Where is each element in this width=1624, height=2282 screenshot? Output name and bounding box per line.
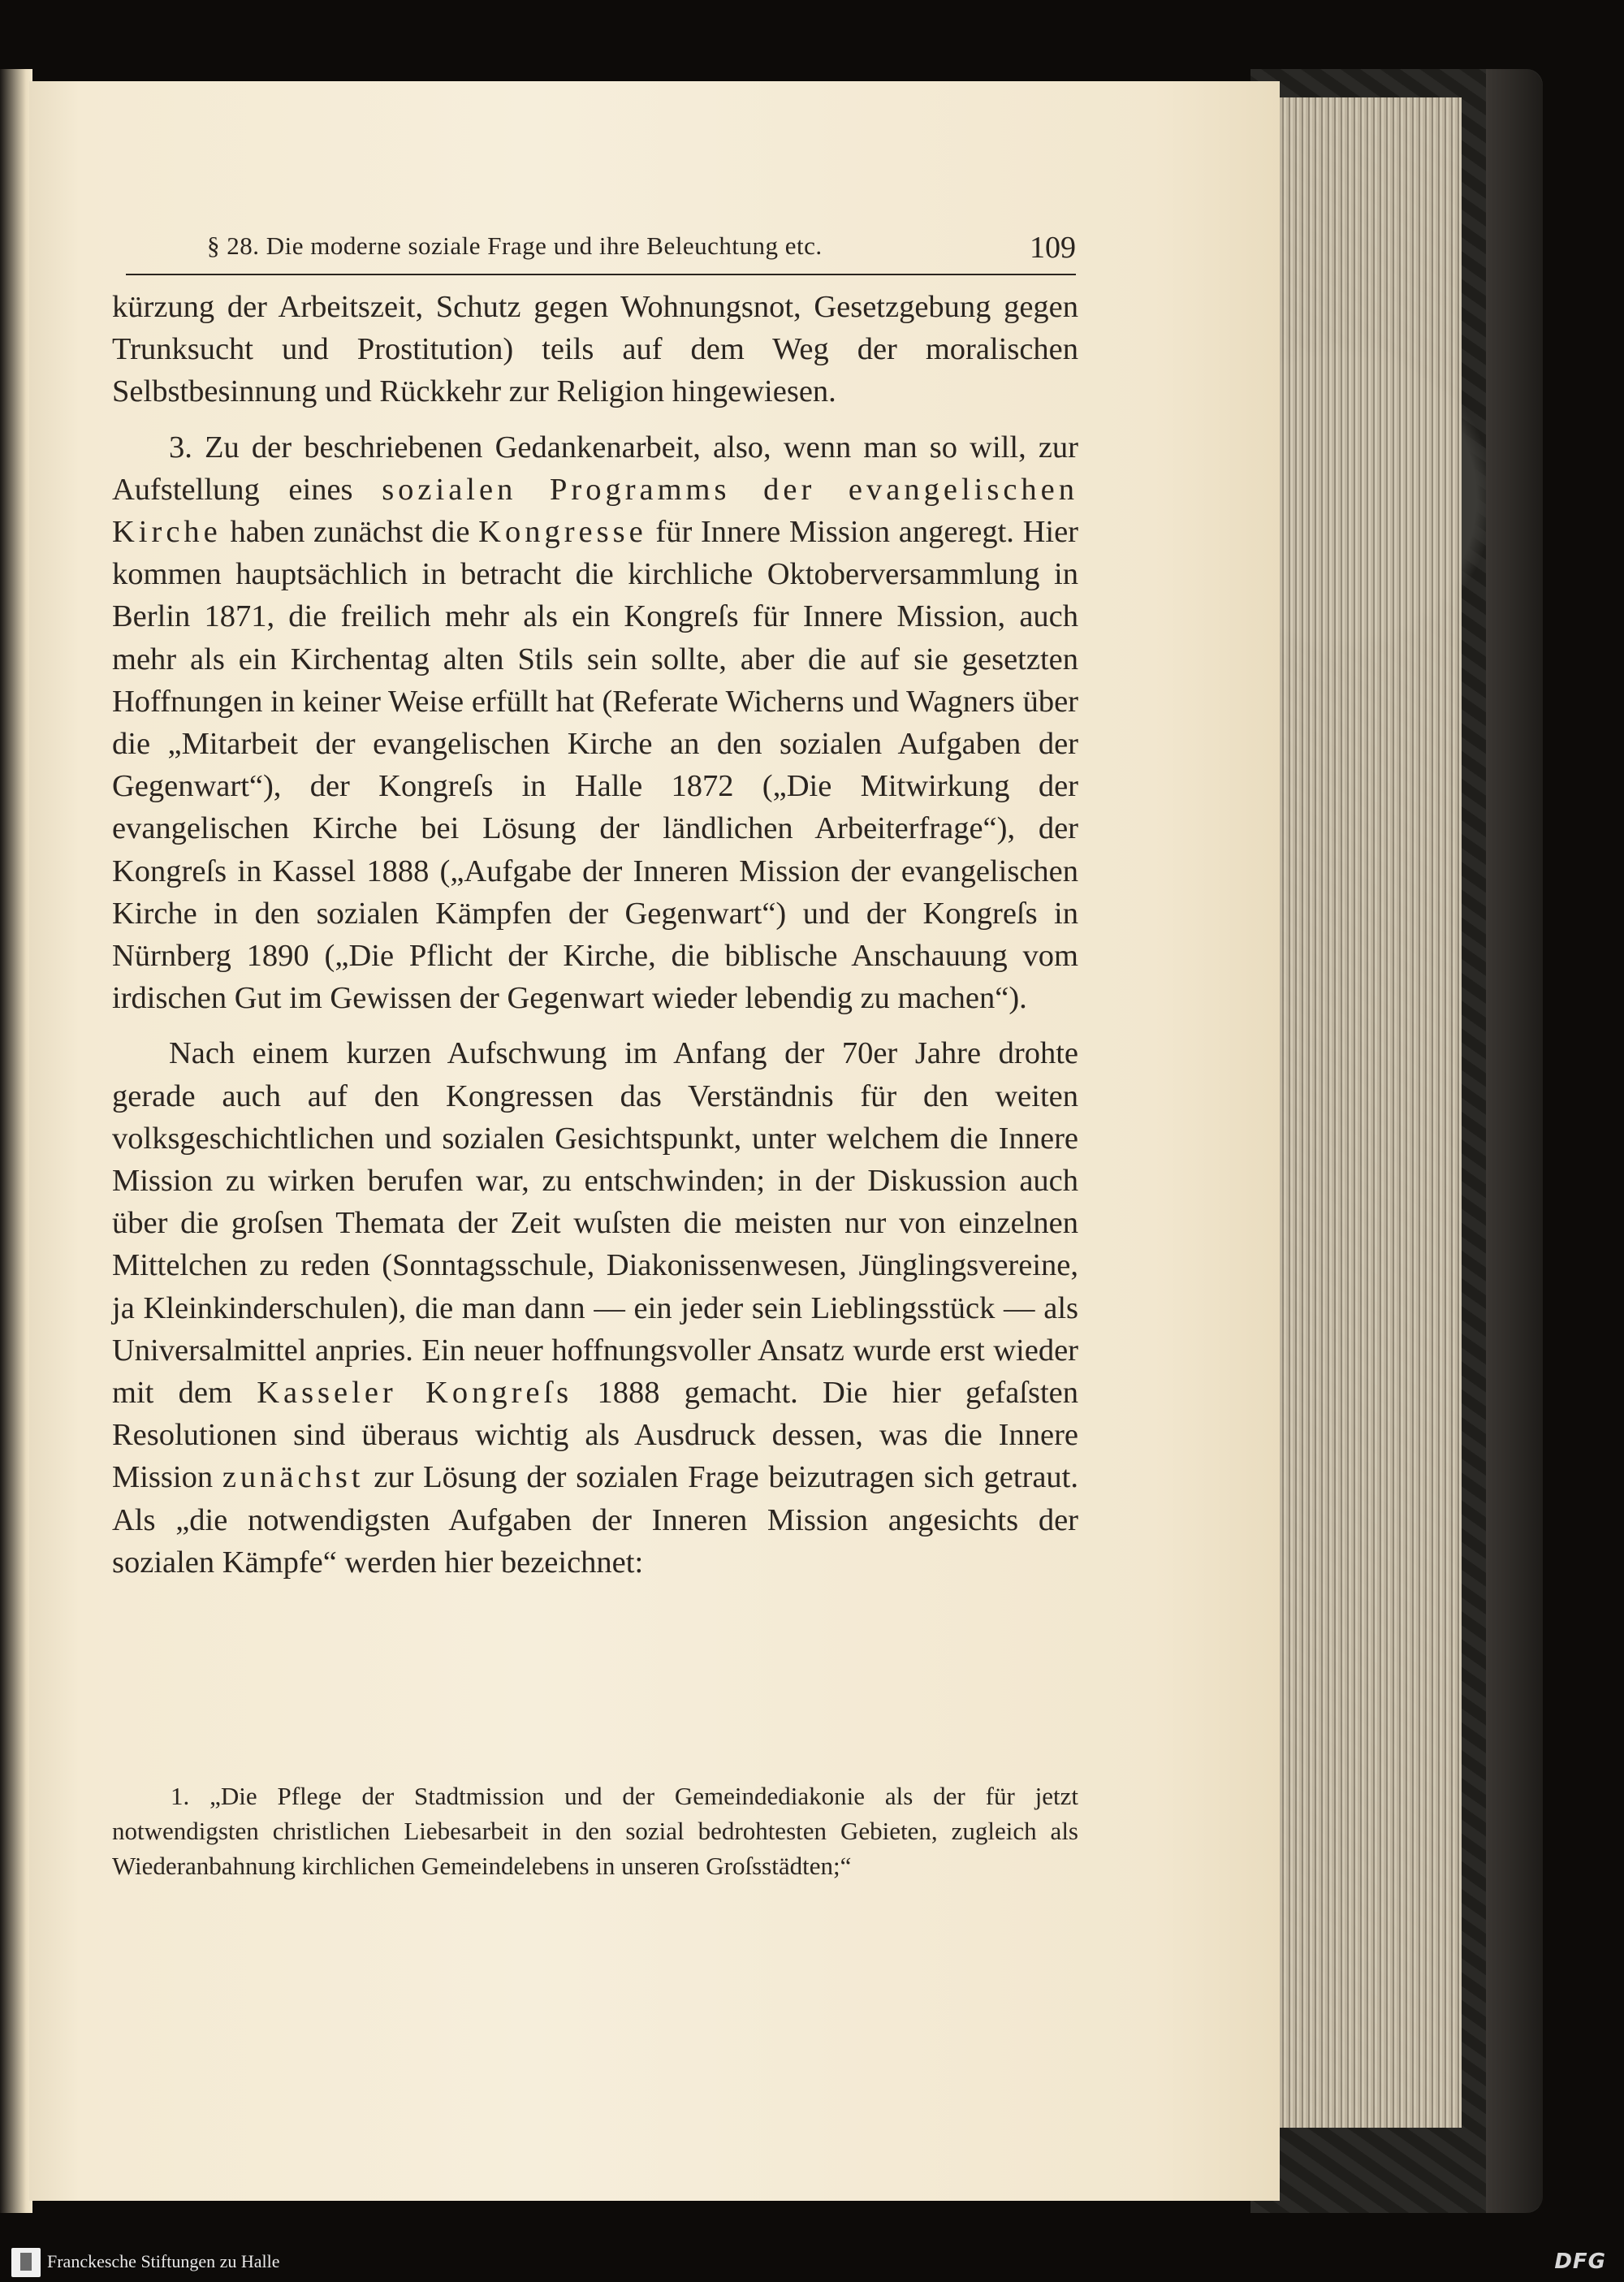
- institution-name: Franckesche Stiftungen zu Halle: [47, 2251, 280, 2271]
- spaced-emphasis: zunächst: [222, 1460, 365, 1495]
- running-header: [126, 231, 1076, 275]
- paragraph-3-part: 1888 gemacht. Die hier gefaſsten Resolutionen sind überaus wichtig als Ausdruck dessen, was die Innere Mission: [112, 1376, 1079, 1495]
- spaced-emphasis: Kongresse: [478, 515, 647, 550]
- institution-logo-icon: [11, 2248, 41, 2277]
- book-cover-edge: [1486, 69, 1543, 2213]
- paragraph-2-part: 3. Zu der beschriebenen Gedankenarbeit, also, wenn man so will, zur Aufstellung eines: [112, 430, 1078, 507]
- paragraph-3-part: Nach einem kurzen Aufschwung im Anfang der 70er Jahre drohte gerade auch auf den Kongressen das Verständnis für den weiten volksgeschichtlichen und sozialen Gesichtspunkt, unter welchem die Innere Mission zu wirken berufen war, zu entschwinden; in der Diskussion auch über die groſsen Themata der Zeit wuſsten die meisten nur von einzelnen Mittelchen zu reden (Sonntagsschule, Diakonissenwesen, Jünglingsvereine, ja Kleinkinderschulen), die man dann — ein jeder sein Lieblingsstück — als Universalmittel anpries. Ein neuer hoffnungsvoller Ansatz wurde erst wieder mit dem: [112, 1036, 1078, 1411]
- dfg-logo: DFG: [1554, 2250, 1606, 2274]
- book-spine-left: [0, 69, 32, 2213]
- paragraph-2-part: für Innere Mission angeregt. Hier kommen hauptsächlich in betracht die kirchliche Oktoberversammlung in Berlin 1871, die freilich mehr als ein Kongreſs für Innere Mission, auch mehr als ein Kirchentag alten Stils sein sollte, aber die auf sie gesetzten Hoffnungen in keiner Weise erfüllt hat (Referate Wicherns und Wagners über die „Mitarbeit der evangelischen Kirche an den sozialen Aufgaben der Gegenwart“), der Kongreſs in Halle 1872 („Die Mitwirkung der evangelischen Kirche bei Lösung der ländlichen Arbeiterfrage“), der Kongreſs in Kassel 1888 („Aufgabe der Inneren Mission der evangelischen Kirche in den sozialen Kämpfen der Gegenwart“) und der Kongreſs in Nürnberg 1890 („Die Pflicht der Kirche, die biblische Anschauung vom irdischen Gut im Gewissen der Gegenwart wieder lebendig zu machen“).: [112, 515, 1078, 1016]
- paragraph-3: [112, 1032, 1078, 1584]
- numbered-list: [112, 1778, 1078, 1883]
- body-text: [112, 286, 1078, 1584]
- spaced-emphasis: sozialen Programms der evangelischen Kirche: [112, 472, 1079, 550]
- page-edges: [1267, 97, 1462, 2128]
- paragraph-2-part: haben zunächst die: [221, 515, 479, 550]
- list-item: 1. „Die Pflege der Stadtmission und der Gemeindediakonie als der für jetzt notwendigsten christlichen Liebesarbeit in den sozial bedrohtesten Gebieten, zugleich als Wiederanbahnung kirchlichen Gemeindelebens in unseren Groſsstädten;“: [112, 1782, 1078, 1880]
- page-number: 109: [1030, 231, 1076, 265]
- paragraph-3-part: zur Lösung der sozialen Frage beizutragen sich getraut. Als „die notwendigsten Aufgaben der Inneren Mission angesichts der sozialen Kämpfe“ werden hier bezeichnet:: [112, 1460, 1078, 1580]
- paragraph-1: kürzung der Arbeitszeit, Schutz gegen Wohnungsnot, Gesetzgebung gegen Trunksucht und Prostitution) teils auf dem Weg der moralischen Selbstbesinnung und Rückkehr zur Religion hingewiesen.: [112, 290, 1078, 409]
- header-title: § 28. Die moderne soziale Frage und ihre Beleuchtung etc.: [207, 231, 823, 260]
- spaced-emphasis: Kasseler Kongreſs: [257, 1376, 573, 1411]
- paragraph-2: [112, 426, 1078, 1020]
